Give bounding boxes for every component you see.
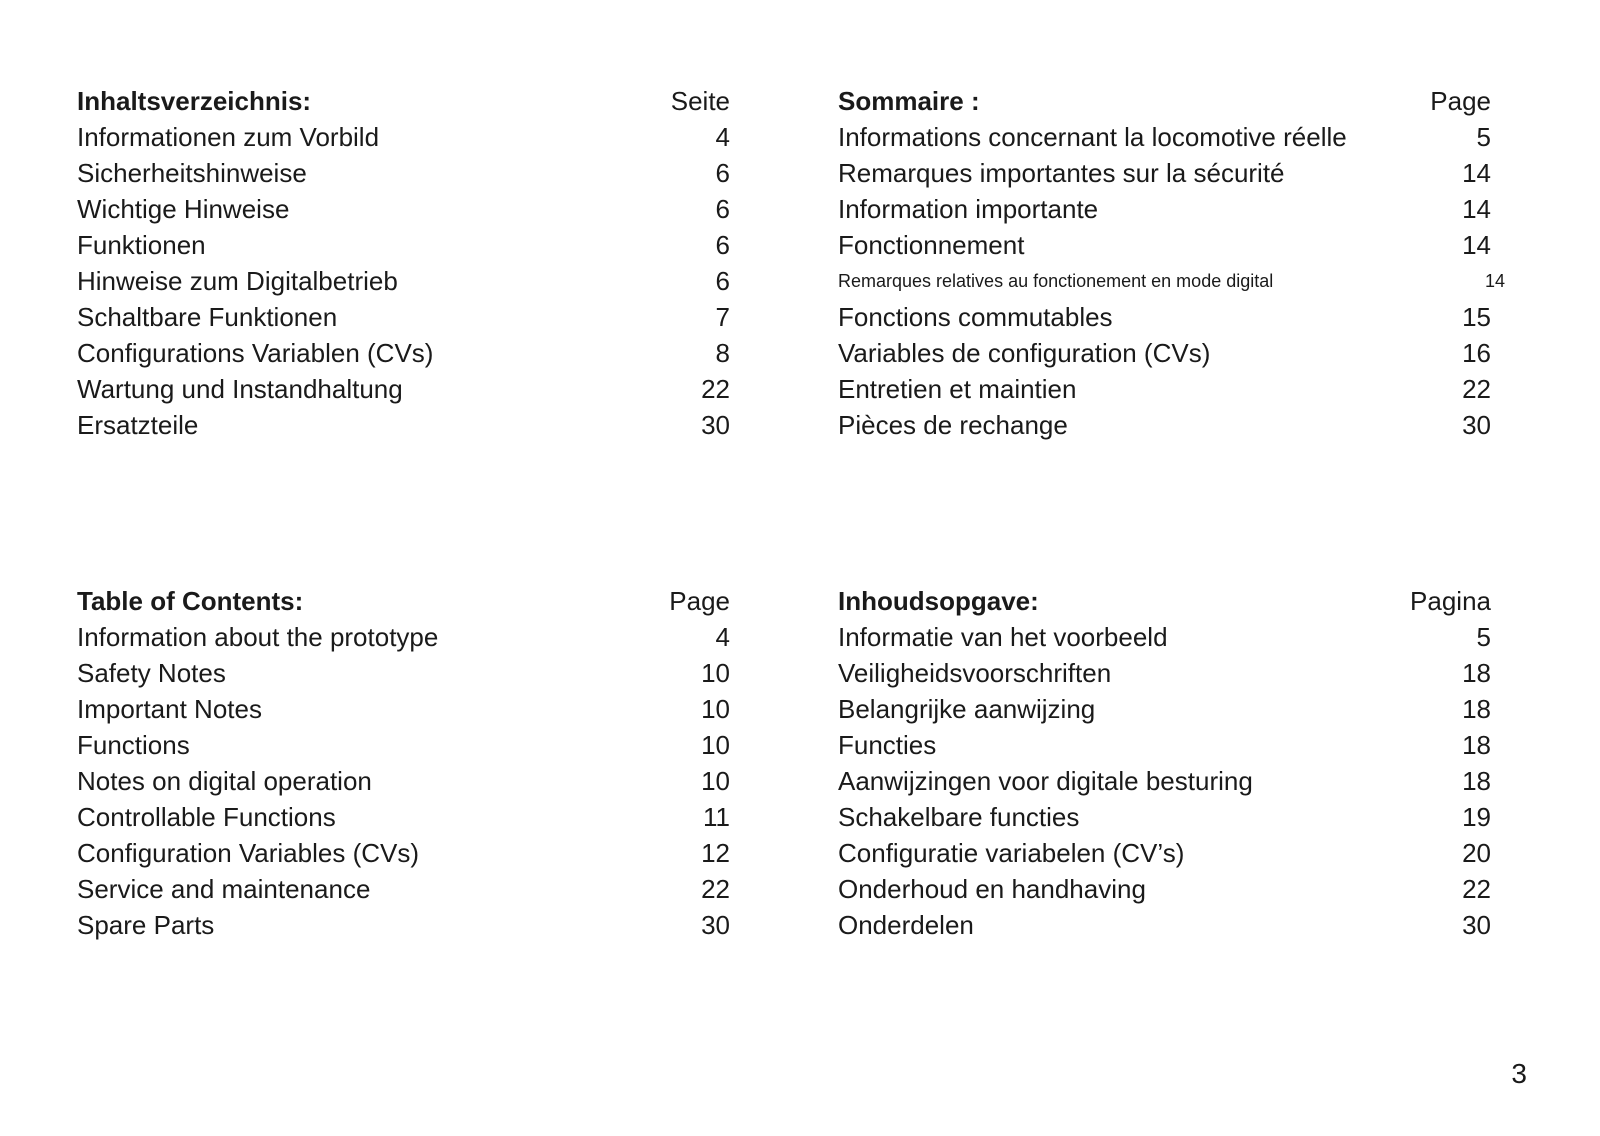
- toc-french-heading-row: [838, 83, 1491, 119]
- toc-entry-page: 6: [715, 266, 730, 296]
- toc-entry-page: 5: [1476, 622, 1491, 652]
- toc-entry-page: 19: [1462, 802, 1491, 832]
- toc-entry: [77, 835, 730, 871]
- toc-entry-label: Configuration Variables (CVs): [77, 838, 419, 868]
- toc-entry: [77, 907, 730, 943]
- toc-entry-page: 10: [701, 766, 730, 796]
- toc-entry-label: Remarques relatives au fonctionement en mode digital: [838, 271, 1274, 291]
- toc-entry-label: Wartung und Instandhaltung: [77, 374, 403, 404]
- toc-entry: [77, 227, 730, 263]
- toc-entry: [77, 119, 730, 155]
- toc-entry-label: Wichtige Hinweise: [77, 194, 290, 224]
- toc-entry-page: 4: [715, 622, 730, 652]
- toc-entry: [838, 299, 1491, 335]
- toc-entry-label: Configurations Variablen (CVs): [77, 338, 434, 368]
- toc-entry: [838, 655, 1491, 691]
- toc-entry-label: Notes on digital operation: [77, 766, 372, 796]
- toc-entry: [77, 799, 730, 835]
- toc-entry: [77, 155, 730, 191]
- toc-german-page-heading: Seite: [670, 86, 730, 116]
- toc-entry-page: 15: [1462, 302, 1491, 332]
- toc-entry: [77, 727, 730, 763]
- toc-entry-page: 22: [701, 374, 730, 404]
- toc-entry-page: 20: [1462, 838, 1491, 868]
- toc-entry: [77, 871, 730, 907]
- toc-entry-label: Schakelbare functies: [838, 802, 1080, 832]
- toc-entry-label: Onderhoud en handhaving: [838, 874, 1146, 904]
- toc-entry: [77, 371, 730, 407]
- toc-entry-label: Ersatzteile: [77, 410, 199, 440]
- toc-entry: [838, 871, 1491, 907]
- toc-entry: [77, 619, 730, 655]
- toc-entry: [838, 763, 1491, 799]
- toc-english-heading-row: [77, 583, 730, 619]
- toc-entry-page: 18: [1462, 730, 1491, 760]
- toc-entry-label: Informations concernant la locomotive réelle: [838, 122, 1347, 152]
- toc-entry-page: 14: [1462, 194, 1491, 224]
- toc-german-heading-row: [77, 83, 730, 119]
- toc-entry-page: 14: [1462, 158, 1491, 188]
- toc-entry: [838, 799, 1491, 835]
- toc-entry: [838, 191, 1491, 227]
- toc-entry: [77, 763, 730, 799]
- toc-french: [838, 83, 1505, 443]
- toc-entry-label: Configuratie variabelen (CV’s): [838, 838, 1185, 868]
- toc-entry-label: Funktionen: [77, 230, 206, 260]
- toc-entry-page: 14: [1484, 271, 1505, 291]
- toc-entry-page: 6: [715, 158, 730, 188]
- toc-english-heading: Table of Contents:: [77, 586, 304, 616]
- toc-entry-page: 16: [1462, 338, 1491, 368]
- toc-entry-label: Service and maintenance: [77, 874, 371, 904]
- toc-english-page-heading: Page: [669, 586, 730, 616]
- toc-entry: [838, 835, 1491, 871]
- toc-entry: [838, 619, 1491, 655]
- toc-entry: [77, 407, 730, 443]
- toc-dutch-page-heading: Pagina: [1410, 586, 1491, 616]
- toc-entry-page: 30: [1462, 410, 1491, 440]
- toc-entry-page: 8: [715, 338, 730, 368]
- toc-entry-label: Sicherheitshinweise: [77, 158, 307, 188]
- toc-entry-label: Entretien et maintien: [838, 374, 1077, 404]
- toc-entry: [77, 191, 730, 227]
- toc-entry-page: 22: [701, 874, 730, 904]
- toc-french-heading: Sommaire :: [838, 86, 980, 116]
- toc-entry-label: Functions: [77, 730, 190, 760]
- toc-entry: [838, 907, 1491, 943]
- toc-entry: [838, 263, 1505, 299]
- toc-entry-label: Safety Notes: [77, 658, 226, 688]
- toc-entry-label: Aanwijzingen voor digitale besturing: [838, 766, 1253, 796]
- toc-entry-page: 6: [715, 230, 730, 260]
- toc-entry-label: Pièces de rechange: [838, 410, 1068, 440]
- toc-dutch: [838, 583, 1491, 943]
- toc-entry-label: Important Notes: [77, 694, 262, 724]
- toc-entry: [838, 119, 1491, 155]
- toc-entry: [838, 691, 1491, 727]
- toc-entry-label: Informatie van het voorbeeld: [838, 622, 1168, 652]
- toc-entry-label: Information importante: [838, 194, 1099, 224]
- toc-entry-page: 30: [1462, 910, 1491, 940]
- toc-entry-label: Remarques importantes sur la sécurité: [838, 158, 1285, 188]
- toc-entry-page: 6: [715, 194, 730, 224]
- toc-entry-page: 18: [1462, 658, 1491, 688]
- toc-german-heading: Inhaltsverzeichnis:: [77, 86, 312, 116]
- toc-entry: [838, 407, 1491, 443]
- toc-entry-label: Functies: [838, 730, 937, 760]
- toc-entry-label: Variables de configuration (CVs): [838, 338, 1211, 368]
- toc-entry: [77, 655, 730, 691]
- toc-entry-page: 30: [701, 910, 730, 940]
- toc-entry-page: 10: [701, 658, 730, 688]
- toc-entry: [77, 691, 730, 727]
- toc-entry-label: Belangrijke aanwijzing: [838, 694, 1096, 724]
- toc-entry-page: 14: [1462, 230, 1491, 260]
- toc-entry-page: 4: [715, 122, 730, 152]
- toc-entry-page: 10: [701, 694, 730, 724]
- toc-entry: [838, 155, 1491, 191]
- toc-entry: [838, 227, 1491, 263]
- toc-entry-label: Onderdelen: [838, 910, 974, 940]
- toc-entry-label: Hinweise zum Digitalbetrieb: [77, 266, 398, 296]
- page-number: 3: [1511, 1058, 1527, 1089]
- toc-entry-page: 18: [1462, 766, 1491, 796]
- toc-entry-page: 12: [701, 838, 730, 868]
- toc-entry-label: Spare Parts: [77, 910, 215, 940]
- toc-entry: [77, 335, 730, 371]
- toc-entry-label: Informationen zum Vorbild: [77, 122, 380, 152]
- toc-dutch-heading-row: [838, 583, 1491, 619]
- toc-entry-page: 22: [1462, 874, 1491, 904]
- toc-entry-page: 10: [701, 730, 730, 760]
- toc-entry-page: 7: [715, 302, 730, 332]
- toc-entry: [77, 263, 730, 299]
- toc-english: [77, 583, 730, 943]
- toc-entry: [77, 299, 730, 335]
- toc-dutch-heading: Inhoudsopgave:: [838, 586, 1039, 616]
- toc-entry-page: 22: [1462, 374, 1491, 404]
- toc-german: [77, 83, 730, 443]
- toc-entry-page: 5: [1476, 122, 1491, 152]
- toc-entry: [838, 371, 1491, 407]
- toc-entry-page: 30: [701, 410, 730, 440]
- toc-entry-page: 11: [703, 802, 730, 832]
- toc-french-page-heading: Page: [1430, 86, 1491, 116]
- toc-entry-label: Information about the prototype: [77, 622, 439, 652]
- toc-entry-label: Controllable Functions: [77, 802, 336, 832]
- toc-entry-label: Schaltbare Funktionen: [77, 302, 338, 332]
- toc-entry: [838, 727, 1491, 763]
- toc-entry-label: Veiligheidsvoorschriften: [838, 658, 1112, 688]
- toc-entry-page: 18: [1462, 694, 1491, 724]
- toc-entry: [838, 335, 1491, 371]
- toc-entry-label: Fonctionnement: [838, 230, 1025, 260]
- toc-entry-label: Fonctions commutables: [838, 302, 1113, 332]
